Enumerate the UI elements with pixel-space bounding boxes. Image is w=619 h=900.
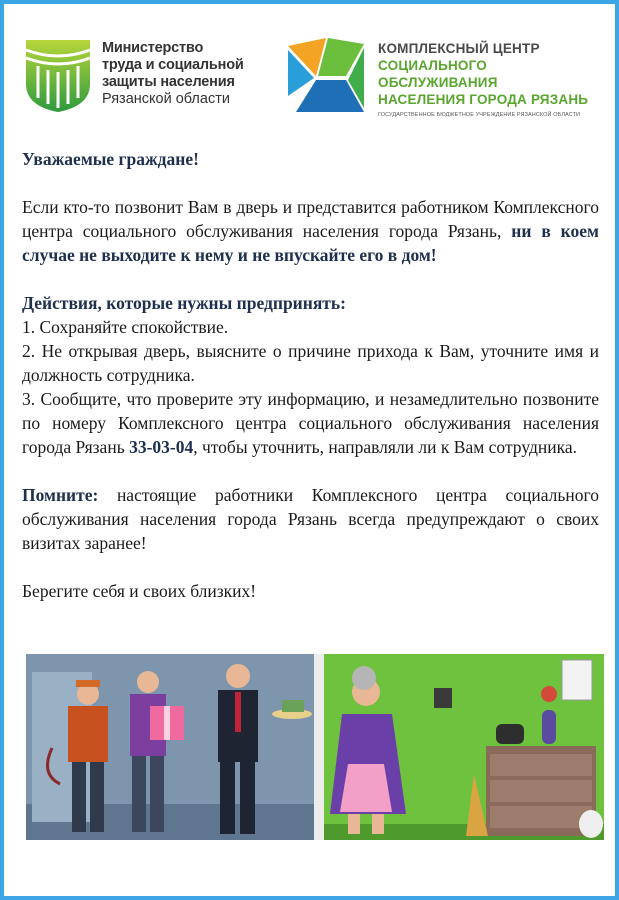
ministry-emblem-icon xyxy=(22,36,94,114)
wall-notice xyxy=(562,660,592,700)
actions-title: Действия, которые нужны предпринять: xyxy=(22,293,346,313)
ministry-logo xyxy=(22,36,272,118)
remember-label: Помните: xyxy=(22,485,99,505)
step-1: 1. Сохраняйте спокойствие. xyxy=(22,317,229,337)
telephone xyxy=(496,724,524,744)
vase xyxy=(542,710,556,744)
center-name-line: НАСЕЛЕНИЯ ГОРОДА РЯЗАНЬ xyxy=(378,92,589,107)
ministry-name-line: труда и социальной xyxy=(102,57,244,73)
leaflet xyxy=(4,4,615,896)
center-logo xyxy=(286,36,606,118)
greeting: Уважаемые граждане! xyxy=(22,149,199,169)
center-subtitle: ГОСУДАРСТВЕННОЕ БЮДЖЕТНОЕ УЧРЕЖДЕНИЕ РЯЗАНСКОЙ ОБЛАСТИ xyxy=(378,112,581,118)
picture-frame xyxy=(434,688,452,708)
main-text xyxy=(22,147,599,603)
intro-warning: ни в коем случае не выходите к нему и не впускайте его в дом! xyxy=(22,221,599,265)
step-3 xyxy=(22,387,599,459)
step-3-text-end: , чтобы уточнить, направляли ли к Вам сотрудника. xyxy=(193,437,577,457)
remember-text: настоящие работники Комплексного центра социального обслуживания населения города Рязань всегда предупреждают о своих визитах заранее! xyxy=(22,485,599,553)
center-name-line: СОЦИАЛЬНОГО ОБСЛУЖИВАНИЯ xyxy=(378,58,498,90)
illustration xyxy=(26,654,604,840)
step-3-text: 3. Сообщите, что проверите эту информацию, и незамедлительно позвоните по номеру Комплексного центра социального обслуживания населения города Рязань xyxy=(22,389,599,457)
intro-text: Если кто-то позвонит Вам в дверь и представится работником Комплексного центра социального обслуживания населения города Рязань, xyxy=(22,197,599,241)
center-emblem-icon xyxy=(286,36,366,114)
closing-text: Берегите себя и своих близких! xyxy=(22,581,257,601)
flowers xyxy=(541,686,557,702)
center-name-line: КОМПЛЕКСНЫЙ ЦЕНТР xyxy=(378,41,540,56)
ministry-name-line: Министерство xyxy=(102,40,204,56)
intro-paragraph xyxy=(22,195,599,267)
step-2: 2. Не открывая дверь, выясните о причине прихода к Вам, уточните имя и должность сотрудника. xyxy=(22,341,599,385)
ministry-region: Рязанской области xyxy=(102,91,230,107)
remember-paragraph xyxy=(22,483,599,555)
cat xyxy=(579,810,603,838)
door-frame xyxy=(314,654,324,840)
ministry-name-line: защиты населения xyxy=(102,74,235,90)
phone-number: 33-03-04 xyxy=(129,437,194,457)
